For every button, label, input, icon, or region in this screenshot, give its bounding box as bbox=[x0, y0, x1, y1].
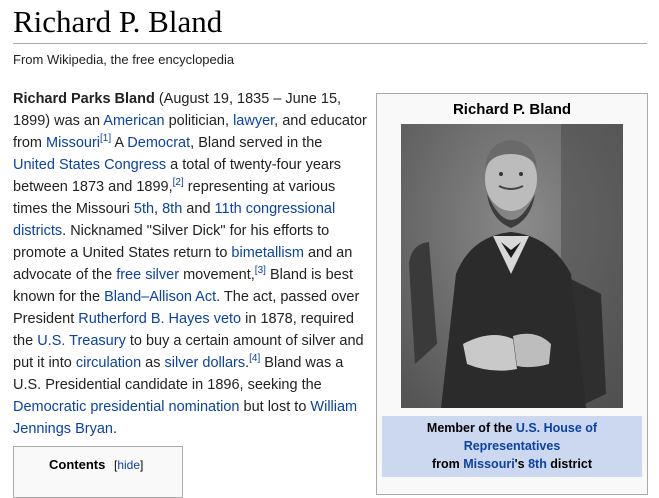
lead-link[interactable]: 5th bbox=[133, 201, 155, 217]
infobox-office bbox=[382, 416, 642, 477]
subject-name: Richard Parks Bland bbox=[13, 91, 155, 107]
lead-link[interactable]: Rutherford B. Hayes veto bbox=[78, 311, 242, 327]
lead-paragraph bbox=[13, 88, 368, 440]
infobox-name: Richard P. Bland bbox=[452, 101, 572, 118]
lead-link[interactable]: bimetallism bbox=[231, 245, 304, 261]
house-of-representatives-link[interactable]: U.S. House of Representatives bbox=[463, 421, 598, 453]
lead-link[interactable]: circulation bbox=[75, 355, 142, 371]
lead-text: Bland is best known for the bbox=[13, 267, 353, 305]
page-title: Richard P. Bland bbox=[13, 4, 223, 39]
lead-text: and bbox=[182, 201, 215, 217]
lead-text: and an advocate of the bbox=[13, 245, 353, 283]
toc-hide-toggle[interactable]: [hide] bbox=[114, 458, 144, 472]
lead-text: , and educator from bbox=[13, 113, 367, 151]
citation-ref[interactable]: [4] bbox=[249, 353, 261, 364]
lead-text: . bbox=[245, 355, 250, 371]
lead-text: . bbox=[112, 421, 117, 437]
lead-text: A bbox=[111, 135, 128, 151]
lead-link[interactable]: Democrat bbox=[127, 135, 191, 151]
lead-link[interactable]: free silver bbox=[116, 267, 180, 283]
lead-link[interactable]: Bland–Allison Act bbox=[104, 289, 217, 305]
from-prefix: from bbox=[432, 457, 464, 471]
lead-text: representing at various times the Missouri bbox=[13, 179, 336, 217]
lead-text: (August 19, 1835 – June 15, 1899) was an bbox=[13, 91, 342, 129]
lead-link[interactable]: silver dollars bbox=[164, 355, 246, 371]
title-divider bbox=[13, 43, 647, 44]
lead-text: as bbox=[141, 355, 165, 371]
office-prefix: Member of the bbox=[426, 421, 516, 435]
lead-text: but lost to bbox=[239, 399, 311, 415]
lead-text: . The act, passed over President bbox=[13, 289, 360, 327]
lead-text: a total of twenty-four years between 1873 and 1899, bbox=[13, 157, 342, 195]
lead-link[interactable]: 11th bbox=[214, 201, 242, 217]
citation-ref[interactable]: [2] bbox=[172, 177, 184, 188]
lead-link[interactable]: American bbox=[103, 113, 165, 129]
lead-text: to buy a certain amount of silver and put it into bbox=[13, 333, 364, 371]
from-mid: 's bbox=[514, 457, 529, 471]
citation-ref[interactable]: [1] bbox=[100, 133, 112, 144]
district-8th-link[interactable]: 8th bbox=[528, 457, 547, 471]
portrait-image bbox=[401, 124, 623, 408]
lead-link[interactable]: U.S. Treasury bbox=[37, 333, 126, 349]
site-tagline: From Wikipedia, the free encyclopedia bbox=[13, 52, 235, 67]
infobox bbox=[376, 93, 648, 495]
lead-link[interactable]: 8th bbox=[162, 201, 183, 217]
lead-link[interactable]: United States Congress bbox=[13, 157, 167, 173]
lead-link[interactable]: Missouri bbox=[46, 135, 101, 151]
table-of-contents bbox=[13, 446, 183, 498]
lead-text: , Bland served in the bbox=[190, 135, 323, 151]
lead-link[interactable]: Democratic presidential nomination bbox=[13, 399, 240, 415]
toc-title: Contents bbox=[49, 457, 106, 472]
from-suffix: district bbox=[546, 457, 592, 471]
lead-text: , bbox=[154, 201, 163, 217]
portrait-photo[interactable] bbox=[401, 124, 623, 408]
lead-text: movement, bbox=[179, 267, 255, 283]
lead-link[interactable]: William Jennings Bryan bbox=[13, 399, 358, 437]
toc-hide-link[interactable]: hide bbox=[117, 458, 141, 472]
citation-ref[interactable]: [3] bbox=[254, 265, 266, 276]
lead-text: politician, bbox=[164, 113, 234, 129]
missouri-link[interactable]: Missouri bbox=[463, 457, 515, 471]
lead-link[interactable]: congressional districts bbox=[13, 201, 336, 239]
lead-link[interactable]: lawyer bbox=[233, 113, 275, 129]
lead-text: . Nicknamed "Silver Dick" for his efforts to promote a United States return to bbox=[13, 223, 330, 261]
lead-text: in 1878, required the bbox=[13, 311, 354, 349]
lead-text: Bland was a U.S. Presidential candidate in 1896, seeking the bbox=[13, 355, 344, 393]
